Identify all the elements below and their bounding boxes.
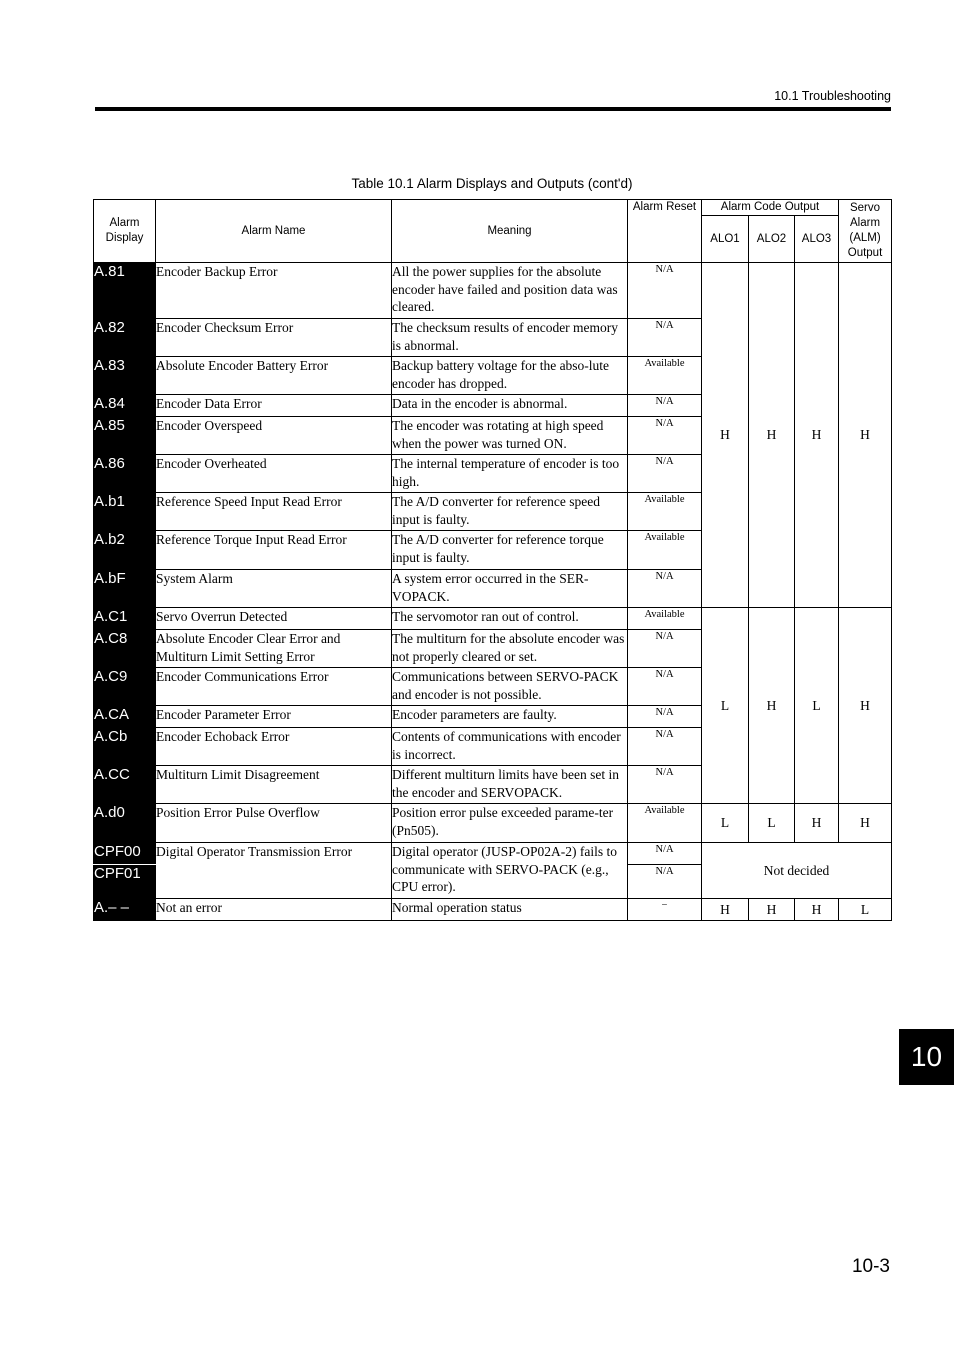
alarm-name: Encoder Data Error xyxy=(156,395,392,417)
alarm-reset: N/A xyxy=(628,319,702,357)
alarm-meaning: The servomotor ran out of control. xyxy=(392,608,628,630)
alarm-table xyxy=(93,199,892,921)
header-name: Alarm Name xyxy=(156,200,392,263)
alarm-name: Encoder Backup Error xyxy=(156,263,392,319)
alo2-value: H xyxy=(749,608,795,804)
header-reset: Alarm Reset xyxy=(628,200,702,263)
table-row xyxy=(94,263,892,319)
alarm-reset: N/A xyxy=(628,455,702,493)
alarm-reset: Available xyxy=(628,357,702,395)
alarm-meaning: Different multiturn limits have been set in the encoder and SERVOPACK. xyxy=(392,766,628,804)
page-number: 10-3 xyxy=(851,1256,890,1277)
alarm-meaning: Contents of communications with encoder is incorrect. xyxy=(392,728,628,766)
alarm-display: A.b1 xyxy=(94,493,156,531)
alo3-value: H xyxy=(795,263,839,608)
header-code-output: Alarm Code Output xyxy=(702,200,839,216)
alarm-display: A.bF xyxy=(94,570,156,608)
alarm-name: Encoder Overspeed xyxy=(156,417,392,455)
alarm-meaning: Communications between SERVO-PACK and encoder is not possible. xyxy=(392,668,628,706)
alarm-meaning: Digital operator (JUSP-OP02A-2) fails to communicate with SERVO-PACK (e.g., CPU error). xyxy=(392,843,628,899)
alarm-meaning: The encoder was rotating at high speed when the power was turned ON. xyxy=(392,417,628,455)
header-servo-alarm: Servo Alarm (ALM) Output xyxy=(839,200,892,263)
alarm-display: A.81 xyxy=(94,263,156,319)
alarm-name: Encoder Communications Error xyxy=(156,668,392,706)
alarm-meaning: Normal operation status xyxy=(392,899,628,921)
alarm-meaning: The A/D converter for reference speed input is faulty. xyxy=(392,493,628,531)
not-decided-cell: Not decided xyxy=(702,843,892,899)
alarm-meaning: Backup battery voltage for the abso-lute encoder has dropped. xyxy=(392,357,628,395)
table-row xyxy=(94,804,892,843)
alo3-value: H xyxy=(795,899,839,921)
alarm-reset: − xyxy=(628,899,702,921)
alarm-reset: N/A xyxy=(628,706,702,728)
alarm-reset: N/A xyxy=(628,668,702,706)
alarm-display: A.d0 xyxy=(94,804,156,843)
alarm-name: Encoder Parameter Error xyxy=(156,706,392,728)
alarm-reset: N/A xyxy=(628,630,702,668)
alarm-display: A.– – xyxy=(94,899,156,921)
alm-value: L xyxy=(839,899,892,921)
alarm-display: A.83 xyxy=(94,357,156,395)
table-row xyxy=(94,608,892,630)
header-alo2: ALO2 xyxy=(749,216,795,263)
alarm-display: A.Cb xyxy=(94,728,156,766)
alarm-name: Reference Speed Input Read Error xyxy=(156,493,392,531)
alarm-reset: N/A xyxy=(628,865,702,899)
header-meaning: Meaning xyxy=(392,200,628,263)
alarm-name: System Alarm xyxy=(156,570,392,608)
alarm-display: A.CC xyxy=(94,766,156,804)
alarm-display: A.b2 xyxy=(94,531,156,570)
alm-value: H xyxy=(839,804,892,843)
alm-value: H xyxy=(839,263,892,608)
alm-value: H xyxy=(839,608,892,804)
alarm-meaning: A system error occurred in the SER-VOPACK. xyxy=(392,570,628,608)
alarm-name: Reference Torque Input Read Error xyxy=(156,531,392,570)
alo3-value: L xyxy=(795,608,839,804)
alarm-display: CPF00 xyxy=(94,843,156,865)
alarm-meaning: The multiturn for the absolute encoder was not properly cleared or set. xyxy=(392,630,628,668)
alarm-meaning: The A/D converter for reference torque input is faulty. xyxy=(392,531,628,570)
alarm-reset: N/A xyxy=(628,728,702,766)
alo2-value: H xyxy=(749,899,795,921)
alarm-meaning: The checksum results of encoder memory is abnormal. xyxy=(392,319,628,357)
alarm-name: Encoder Echoback Error xyxy=(156,728,392,766)
alarm-name: Encoder Checksum Error xyxy=(156,319,392,357)
table-caption: Table 10.1 Alarm Displays and Outputs (cont'd) xyxy=(351,176,633,191)
alarm-display: A.C8 xyxy=(94,630,156,668)
alarm-display: A.86 xyxy=(94,455,156,493)
alarm-display: A.85 xyxy=(94,417,156,455)
alarm-meaning: Position error pulse exceeded parame-ter (Pn505). xyxy=(392,804,628,843)
alarm-reset: Available xyxy=(628,531,702,570)
alarm-display: A.C9 xyxy=(94,668,156,706)
alo2-value: L xyxy=(749,804,795,843)
alarm-display: A.84 xyxy=(94,395,156,417)
alarm-display: A.CA xyxy=(94,706,156,728)
alarm-reset: Available xyxy=(628,804,702,843)
chapter-tab: 10 xyxy=(899,1029,954,1085)
alo2-value: H xyxy=(749,263,795,608)
alarm-name: Absolute Encoder Battery Error xyxy=(156,357,392,395)
header-alo3: ALO3 xyxy=(795,216,839,263)
alarm-display: A.82 xyxy=(94,319,156,357)
alo1-value: L xyxy=(702,608,749,804)
alarm-name: Digital Operator Transmission Error xyxy=(156,843,392,899)
alarm-name: Position Error Pulse Overflow xyxy=(156,804,392,843)
alo1-value: L xyxy=(702,804,749,843)
alarm-meaning: All the power supplies for the absolute encoder have failed and position data was cleared. xyxy=(392,263,628,319)
alarm-reset: Available xyxy=(628,493,702,531)
alarm-display: CPF01 xyxy=(94,865,156,899)
alarm-name: Absolute Encoder Clear Error and Multiturn Limit Setting Error xyxy=(156,630,392,668)
alarm-name: Multiturn Limit Disagreement xyxy=(156,766,392,804)
alarm-name: Servo Overrun Detected xyxy=(156,608,392,630)
alarm-display: A.C1 xyxy=(94,608,156,630)
header-rule xyxy=(95,107,891,111)
alarm-meaning: Data in the encoder is abnormal. xyxy=(392,395,628,417)
alarm-reset: N/A xyxy=(628,395,702,417)
alarm-reset: N/A xyxy=(628,263,702,319)
alarm-reset: N/A xyxy=(628,766,702,804)
alo1-value: H xyxy=(702,263,749,608)
alarm-reset: N/A xyxy=(628,417,702,455)
table-row xyxy=(94,843,892,865)
alarm-name: Encoder Overheated xyxy=(156,455,392,493)
table-row xyxy=(94,899,892,921)
header-alo1: ALO1 xyxy=(702,216,749,263)
alarm-meaning: The internal temperature of encoder is too high. xyxy=(392,455,628,493)
alo3-value: H xyxy=(795,804,839,843)
running-head: 10.1 Troubleshooting xyxy=(774,89,891,103)
header-display: Alarm Display xyxy=(94,200,156,263)
alarm-name: Not an error xyxy=(156,899,392,921)
alarm-reset: N/A xyxy=(628,843,702,865)
alarm-reset: Available xyxy=(628,608,702,630)
alarm-reset: N/A xyxy=(628,570,702,608)
alo1-value: H xyxy=(702,899,749,921)
alarm-meaning: Encoder parameters are faulty. xyxy=(392,706,628,728)
